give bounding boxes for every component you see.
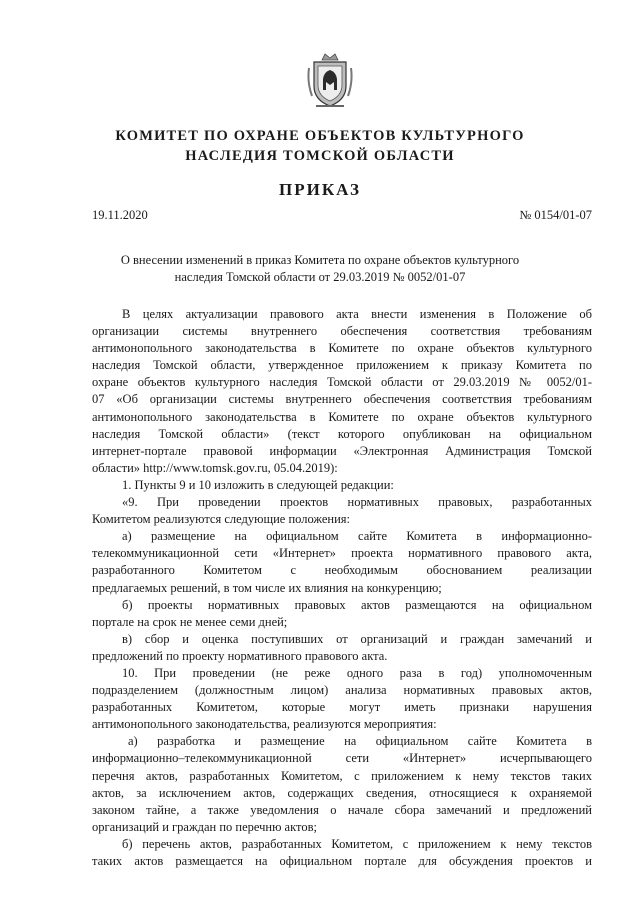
body-line: информационно–телекоммуникационной сети «Интернет» исчерпывающего [92,751,592,766]
body-line: 1. Пункты 9 и 10 изложить в следующей редакции: [122,477,394,492]
body-line: антимонопольного законодательства в Комитете по охране объектов культурного [92,409,592,424]
document-number: № 0154/01-07 [519,208,592,222]
body-line: организации системы внутреннего обеспечения соответствия требованиям [92,324,592,339]
body-line: портале на срок не менее семи дней; [92,614,288,629]
body-line: наследия Томской области» (текст которого опубликован на официальном [92,426,592,441]
body-line: телекоммуникационной сети «Интернет» проекта нормативного правового акта, [92,546,592,561]
body-line: наследия Томской области, утвержденное приложением к приказу Комитета по [92,358,592,373]
body-line: Комитетом реализуются следующие положения: [92,512,351,527]
body-line: таких актов размещается на официальном портале для обсуждения проектов и [92,854,592,868]
body-line: в) сбор и оценка поступивших от организаций и граждан замечаний и [122,631,592,646]
body-line: актов, за исключением актов, содержащих сведения, относящиеся к охраняемой [92,785,592,800]
document-date: 19.11.2020 [92,208,148,222]
organization-name-line-1: КОМИТЕТ ПО ОХРАНЕ ОБЪЕКТОВ КУЛЬТУРНОГО [115,128,525,144]
body-line: а) размещение на официальном сайте Комитета в информационно- [122,529,592,544]
body-line: антимонопольного законодательства в Комитете по охране объектов культурного [92,341,592,356]
body-line: В целях актуализации правового акта внести изменения в Положение об [122,307,592,321]
body-line: «9. При проведении проектов нормативных правовых, разработанных [122,495,592,510]
body-line: законом тайне, а также уведомления о начале сбора замечаний и предложений [92,802,592,817]
document-body [92,306,592,870]
body-line: б) перечень актов, разработанных Комитетом, с приложением к нему текстов [122,836,592,851]
body-line: а) разработка и размещение на официальном сайте Комитета в [128,734,592,749]
body-line: охране объектов культурного наследия Томской области от 29.03.2019 № 0052/01- [92,375,592,390]
body-line: разработанного Комитетом с необходимым обоснованием реализации [92,563,592,578]
body-line: 07 «Об организации системы внутреннего обеспечения соответствия требованиям [92,392,592,407]
document-type-title: ПРИКАЗ [279,180,361,199]
body-line: 10. При проведении (не реже одного раза в год) уполномоченным [122,665,592,680]
body-line: перечня актов, разработанных Комитетом, с приложением к нему текстов таких [92,768,592,783]
body-line: интернет-портале правовой информации «Электронная Администрация Томской [92,443,592,458]
subject-line-2: наследия Томской области от 29.03.2019 № 0052/01-07 [174,270,466,284]
body-line: области» http://www.tomsk.gov.ru, 05.04.2019): [92,460,338,475]
body-line: предложений по проекту нормативного правового акта. [92,648,388,663]
body-line: подразделением (должностным лицом) анализа нормативных правовых актов, [92,683,592,698]
coat-of-arms-icon [306,52,354,110]
body-line: предлагаемых решений, в том числе их влияния на конкуренцию; [92,580,442,595]
body-line: б) проекты нормативных правовых актов размещаются на официальном [122,597,592,612]
body-line: организаций и граждан по перечню актов; [92,819,317,834]
subject-line-1: О внесении изменений в приказ Комитета по охране объектов культурного [120,253,520,267]
body-line: антимонопольного законодательства, реализуются мероприятия: [92,717,437,732]
organization-name-line-2: НАСЛЕДИЯ ТОМСКОЙ ОБЛАСТИ [185,148,455,164]
body-line: разработанных Комитетом, которые могут иметь признаки нарушения [92,700,592,715]
